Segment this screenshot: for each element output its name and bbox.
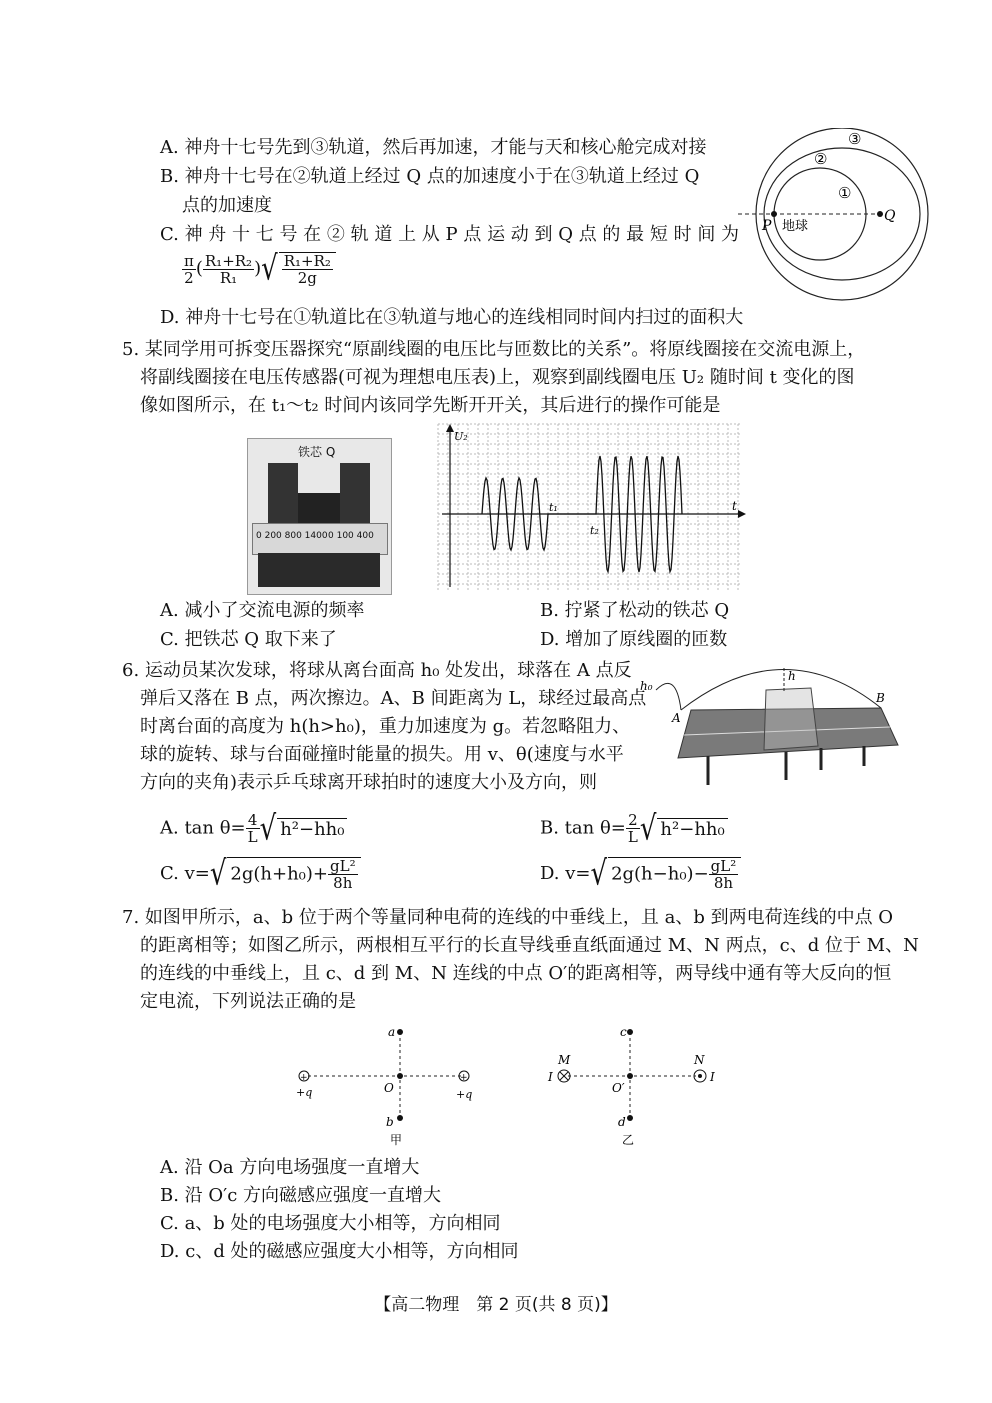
svg-text:+: + (300, 1073, 308, 1083)
ping-pong-table-diagram (636, 650, 906, 785)
caption-jia: 甲 (390, 1133, 403, 1147)
q7-option-a: A. 沿 Oa 方向电场强度一直增大 (160, 1157, 420, 1178)
figure-jia (296, 1020, 486, 1150)
figure-yi (540, 1020, 730, 1150)
q7-line1: 7. 如图甲所示，a、b 位于两个等量同种电荷的连线的中垂线上，且 a、b 到两电荷连线的中点 O (122, 907, 894, 928)
q6-option-c: C. v=√ 2g(h+h₀)+ $\frac{\text{gL²}}{8h}$ (160, 857, 361, 891)
q6-option-a: A. tan θ= $\frac{4}{L}$ √ h²−hh₀ (160, 812, 347, 845)
q7-line4: 定电流，下列说法正确的是 (140, 991, 356, 1012)
point-a: a (388, 1025, 396, 1039)
svg-text:+: + (460, 1073, 468, 1083)
q5-line1: 5. 某同学用可拆变压器探究“原副线圈的电压比与匝数比的关系”。将原线圈接在交流电源上， (122, 339, 866, 360)
current-left: I (548, 1070, 553, 1084)
two: 2 (184, 268, 194, 287)
sqrt-den: 2g (297, 269, 317, 287)
fig-a: A (672, 711, 681, 725)
q6-a-num: 4 (246, 812, 260, 829)
q5-option-a: A. 减小了交流电源的频率 (160, 600, 365, 621)
fig-h0: h₀ (640, 679, 653, 693)
q6-d-pre: D. v= (540, 863, 591, 884)
q5-line3: 像如图所示，在 t₁～t₂ 时间内该同学先断开开关，其后进行的操作可能是 (140, 395, 721, 416)
q6-option-d: D. v=√ 2g(h−h₀)− $\frac{\text{gL²}}{8h}$ (540, 857, 741, 891)
q6-b-num: 2 (626, 812, 640, 829)
point-b: b (386, 1115, 394, 1129)
pi: π (184, 251, 194, 270)
q6-c-den: 8h (333, 874, 353, 892)
q4-option-c: C. 神 舟 十 七 号 在 ② 轨 道 上 从 P 点 运 动 到 Q 点 的 最 短 时 间 为 (160, 224, 740, 245)
scale-right: 0 100 400 (328, 531, 374, 541)
q6-line1: 6. 运动员某次发球，将球从离台面高 h₀ 处发出，球落在 A 点反 (122, 660, 632, 681)
q6-d-den: 8h (713, 874, 734, 892)
q5-option-c: C. 把铁芯 Q 取下来了 (160, 629, 337, 650)
q6-line5: 方向的夹角)表示乒乓球离开球拍时的速度大小及方向，则 (140, 772, 598, 793)
graph-xlabel: t (732, 499, 737, 513)
q7-line3: 的连线的中垂线上，且 c、d 到 M、N 连线的中点 O′的距离相等，两导线中通有等大反向的恒 (140, 963, 892, 984)
page-footer: 【高二物理 第 2 页(共 8 页)】 (374, 1295, 618, 1315)
orbit-label-1: ① (838, 184, 852, 202)
frac-num: R₁+R₂ (204, 251, 253, 270)
orbit-diagram (730, 128, 930, 308)
earth-label: 地球 (782, 219, 809, 234)
caption-yi: 乙 (622, 1133, 635, 1147)
q4-option-c-formula: $\frac{\pi}{2}$ ( $\frac{\text{R₁+R₂}}{\text{R₁}}$ )√ $\frac{\text{R₁+R₂}}{2g}$ (182, 252, 336, 286)
q4-option-b-line2: 点的加速度 (182, 195, 272, 216)
graph-t1: t₁ (549, 501, 558, 514)
fig-h: h (788, 669, 796, 683)
point-o: O (384, 1081, 394, 1095)
q6-b-pre: B. tan θ= (540, 817, 626, 839)
transformer-photo (247, 438, 392, 595)
q6-c-a: 2g(h+h₀)+ (230, 863, 328, 885)
point-c: c (620, 1025, 627, 1039)
orbit-label-2: ② (814, 150, 828, 168)
iron-core-label: 铁芯 Q (298, 445, 336, 459)
q4-option-b-line1: B. 神舟十七号在②轨道上经过 Q 点的加速度小于在③轨道上经过 Q (160, 166, 700, 187)
scale-left: 0 200 800 1400 (256, 531, 328, 541)
q7-option-c: C. a、b 处的电场强度大小相等，方向相同 (160, 1213, 501, 1234)
q7-option-b: B. 沿 O′c 方向磁感应强度一直增大 (160, 1185, 442, 1206)
point-n: N (694, 1053, 705, 1067)
q6-line4: 球的旋转、球与台面碰撞时能量的损失。用 v、θ(速度与水平 (140, 744, 624, 765)
voltage-graph (432, 422, 748, 592)
point-o-prime: O′ (612, 1081, 625, 1095)
q6-b-den: L (627, 828, 638, 846)
point-d: d (618, 1115, 626, 1129)
q5-line2: 将副线圈接在电压传感器(可视为理想电压表)上，观察到副线圈电压 U₂ 随时间 t 变化的图 (140, 367, 855, 388)
q6-line2: 弹后又落在 B 点，两次擦边。A、B 间距离为 L，球经过最高点 (140, 688, 647, 709)
point-m: M (558, 1053, 571, 1067)
q7-line2: 的距离相等；如图乙所示，两根相互平行的长直导线垂直纸面通过 M、N 两点，c、d 位于 M、N (140, 935, 919, 956)
q7-option-d: D. c、d 处的磁感应强度大小相等，方向相同 (160, 1241, 519, 1262)
q5-option-d: D. 增加了原线圈的匝数 (540, 629, 728, 650)
q6-line3: 时离台面的高度为 h(h>h₀)，重力加速度为 g。若忽略阻力、 (140, 716, 631, 737)
graph-t2: t₂ (590, 524, 599, 537)
q6-c-num: gL² (330, 857, 356, 875)
point-p: P (762, 218, 772, 234)
q4-option-a: A. 神舟十七号先到③轨道，然后再加速，才能与天和核心舱完成对接 (160, 137, 707, 158)
fig-b: B (876, 691, 885, 705)
q6-d-num: gL² (710, 857, 737, 875)
charge-left: +q (296, 1086, 313, 1099)
q6-c-pre: C. v= (160, 863, 210, 884)
q6-a-sqrt: h²−hh₀ (277, 818, 347, 840)
q6-d-a: 2g(h−h₀)− (611, 863, 709, 885)
q6-a-pre: A. tan θ= (160, 817, 246, 839)
sqrt-num: R₁+R₂ (283, 252, 331, 270)
charge-right: +q (456, 1088, 473, 1101)
q6-option-b: B. tan θ= $\frac{2}{L}$ √ h²−hh₀ (540, 812, 728, 845)
frac-den: R₁ (219, 268, 238, 287)
point-q: Q (884, 208, 896, 224)
q6-a-den: L (247, 828, 258, 846)
q4-option-d: D. 神舟十七号在①轨道比在③轨道与地心的连线相同时间内扫过的面积大 (160, 307, 744, 328)
q5-option-b: B. 拧紧了松动的铁芯 Q (540, 600, 730, 621)
q6-b-sqrt: h²−hh₀ (657, 818, 727, 840)
orbit-label-3: ③ (848, 130, 862, 148)
graph-ylabel: U₂ (454, 430, 468, 443)
current-right: I (710, 1070, 715, 1084)
